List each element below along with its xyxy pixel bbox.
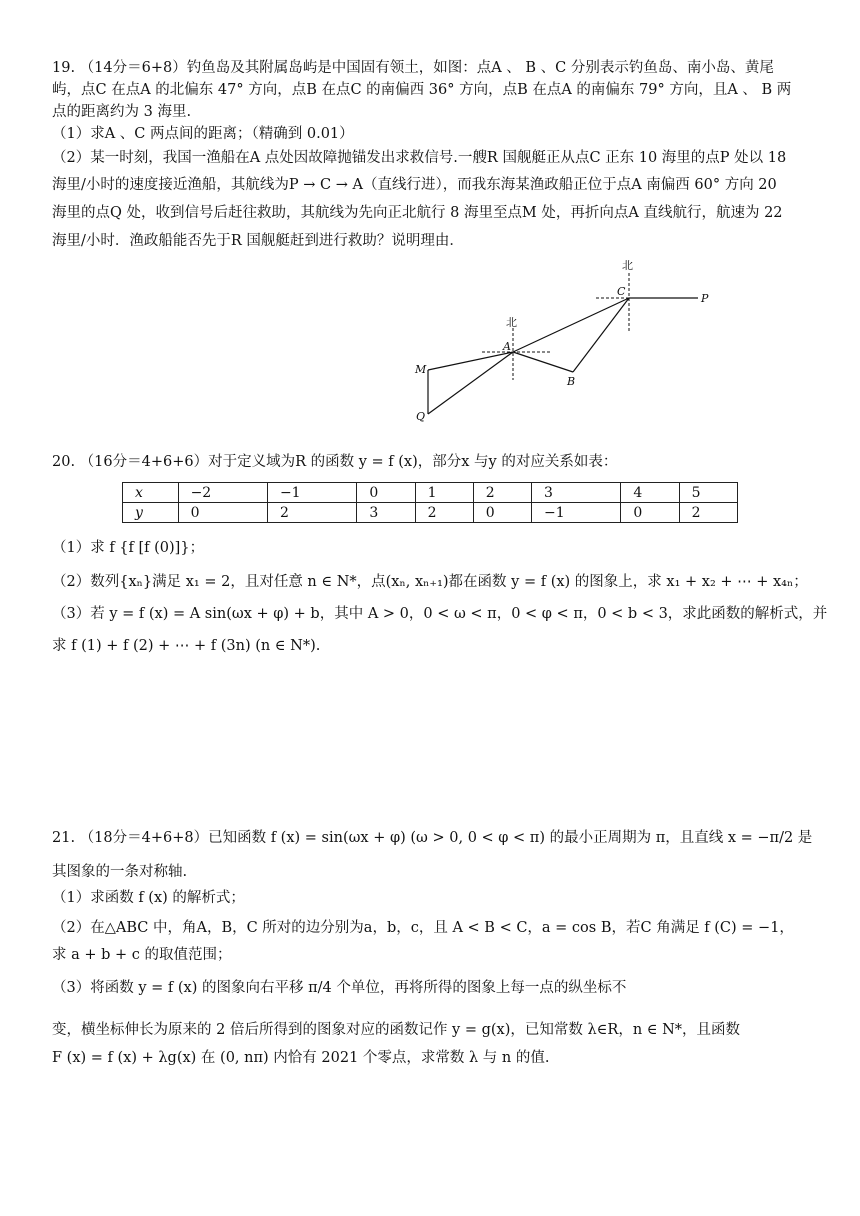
table-cell: 2 bbox=[679, 503, 737, 523]
table-header-x: x bbox=[123, 483, 179, 503]
table-cell: 0 bbox=[178, 503, 267, 523]
q21-part-2-line-1: （2）在△ABC 中，角A，B，C 所对的边分别为a，b，c，且 A < B < C，a = cos B，若C 角满足 f (C) = −1， bbox=[52, 920, 794, 936]
q19-part-1: （1）求A 、C 两点间的距离；（精确到 0.01） bbox=[52, 126, 354, 142]
table-cell: 2 bbox=[415, 503, 473, 523]
table-cell: −1 bbox=[267, 483, 356, 503]
function-value-table bbox=[122, 482, 738, 523]
table-cell: 4 bbox=[621, 483, 679, 503]
table-cell: 0 bbox=[357, 483, 415, 503]
label-a: A bbox=[503, 340, 511, 353]
q19-part-2-line-3: 海里的点Q 处，收到信号后赶往救助，其航线为先向正北航行 8 海里至点M 处，再折向点A 直线航行，航速为 22 bbox=[52, 205, 783, 221]
q21-part-2-line-2: 求 a + b + c 的取值范围； bbox=[52, 947, 232, 963]
q21-stem-line-2: 其图象的一条对称轴. bbox=[52, 864, 188, 880]
q20-part-3-line-1: （3）若 y = f (x) = A sin(ωx + φ) + b，其中 A > 0，0 < ω < π，0 < φ < π，0 < b < 3，求此函数的解析式，并 bbox=[52, 606, 828, 622]
q21-stem-line-1: 21. （18分＝4+6+8）已知函数 f (x) = sin(ωx + φ) (ω > 0, 0 < φ < π) 的最小正周期为 π，且直线 x = −π/2 是 bbox=[52, 830, 813, 846]
label-m: M bbox=[415, 363, 427, 376]
q19-part-2-line-2: 海里/小时的速度接近渔船，其航线为P → C → A（直线行进），而我东海某渔政船正位于点A 南偏西 60° 方向 20 bbox=[52, 177, 777, 193]
q19-line-3: 点的距离约为 3 海里. bbox=[52, 104, 192, 120]
table-row-x bbox=[123, 483, 738, 503]
table-cell: 0 bbox=[621, 503, 679, 523]
table-cell: 3 bbox=[532, 483, 621, 503]
table-cell: 2 bbox=[267, 503, 356, 523]
q19-part-2-line-4: 海里/小时．渔政船能否先于R 国舰艇赶到进行救助？说明理由． bbox=[52, 233, 464, 249]
table-cell: 1 bbox=[415, 483, 473, 503]
q21-part-1: （1）求函数 f (x) 的解析式； bbox=[52, 890, 245, 906]
table-row-y bbox=[123, 503, 738, 523]
table-cell: −2 bbox=[178, 483, 267, 503]
table-header-y: y bbox=[123, 503, 179, 523]
label-c: C bbox=[617, 285, 626, 298]
q20-stem: 20. （16分＝4+6+6）对于定义域为R 的函数 y = f (x)，部分x 与y 的对应关系如表： bbox=[52, 454, 618, 470]
label-north-top: 北 bbox=[622, 259, 633, 272]
label-north-mid: 北 bbox=[506, 316, 517, 329]
table-cell: 5 bbox=[679, 483, 737, 503]
q19-line-1: 19. （14分＝6+8）钓鱼岛及其附属岛屿是中国固有领土，如图：点A 、 B 、C 分别表示钓鱼岛、南小岛、黄尾 bbox=[52, 60, 774, 76]
q20-part-1: （1）求 f {f [f (0)]}； bbox=[52, 540, 205, 556]
segment-ab bbox=[513, 352, 573, 372]
q21-part-3-line-3: F (x) = f (x) + λg(x) 在 (0, nπ) 内恰有 2021 个零点，求常数 λ 与 n 的值. bbox=[52, 1050, 550, 1066]
table-cell: 0 bbox=[473, 503, 531, 523]
navigation-diagram bbox=[400, 255, 730, 430]
table-cell: −1 bbox=[532, 503, 621, 523]
label-b: B bbox=[567, 375, 576, 388]
table-cell: 2 bbox=[473, 483, 531, 503]
label-p: P bbox=[701, 292, 709, 305]
q20-part-3-line-2: 求 f (1) + f (2) + ⋯ + f (3n) (n ∈ N*). bbox=[52, 638, 321, 654]
segment-cb bbox=[573, 298, 629, 372]
q21-part-3-line-2: 变，横坐标伸长为原来的 2 倍后所得到的图象对应的函数记作 y = g(x)，已知常数 λ∈R，n ∈ N*，且函数 bbox=[52, 1022, 741, 1038]
segment-ac bbox=[513, 298, 629, 352]
table-cell: 3 bbox=[357, 503, 415, 523]
label-q: Q bbox=[416, 410, 426, 423]
q19-part-2-line-1: （2）某一时刻，我国一渔船在A 点处因故障抛锚发出求救信号.一艘R 国舰艇正从点C 正东 10 海里的点P 处以 18 bbox=[52, 150, 787, 166]
q20-part-2: （2）数列{xₙ}满足 x₁ = 2，且对任意 n ∈ N*，点(xₙ, xₙ₊₁)都在函数 y = f (x) 的图象上，求 x₁ + x₂ + ⋯ + x₄ₙ； bbox=[52, 574, 808, 590]
q19-line-2: 屿，点C 在点A 的北偏东 47° 方向，点B 在点C 的南偏西 36° 方向，点B 在点A 的南偏东 79° 方向，且A 、 B 两 bbox=[52, 82, 792, 98]
q21-part-3-line-1: （3）将函数 y = f (x) 的图象向右平移 π/4 个单位，再将所得的图象上每一点的纵坐标不 bbox=[52, 980, 627, 996]
